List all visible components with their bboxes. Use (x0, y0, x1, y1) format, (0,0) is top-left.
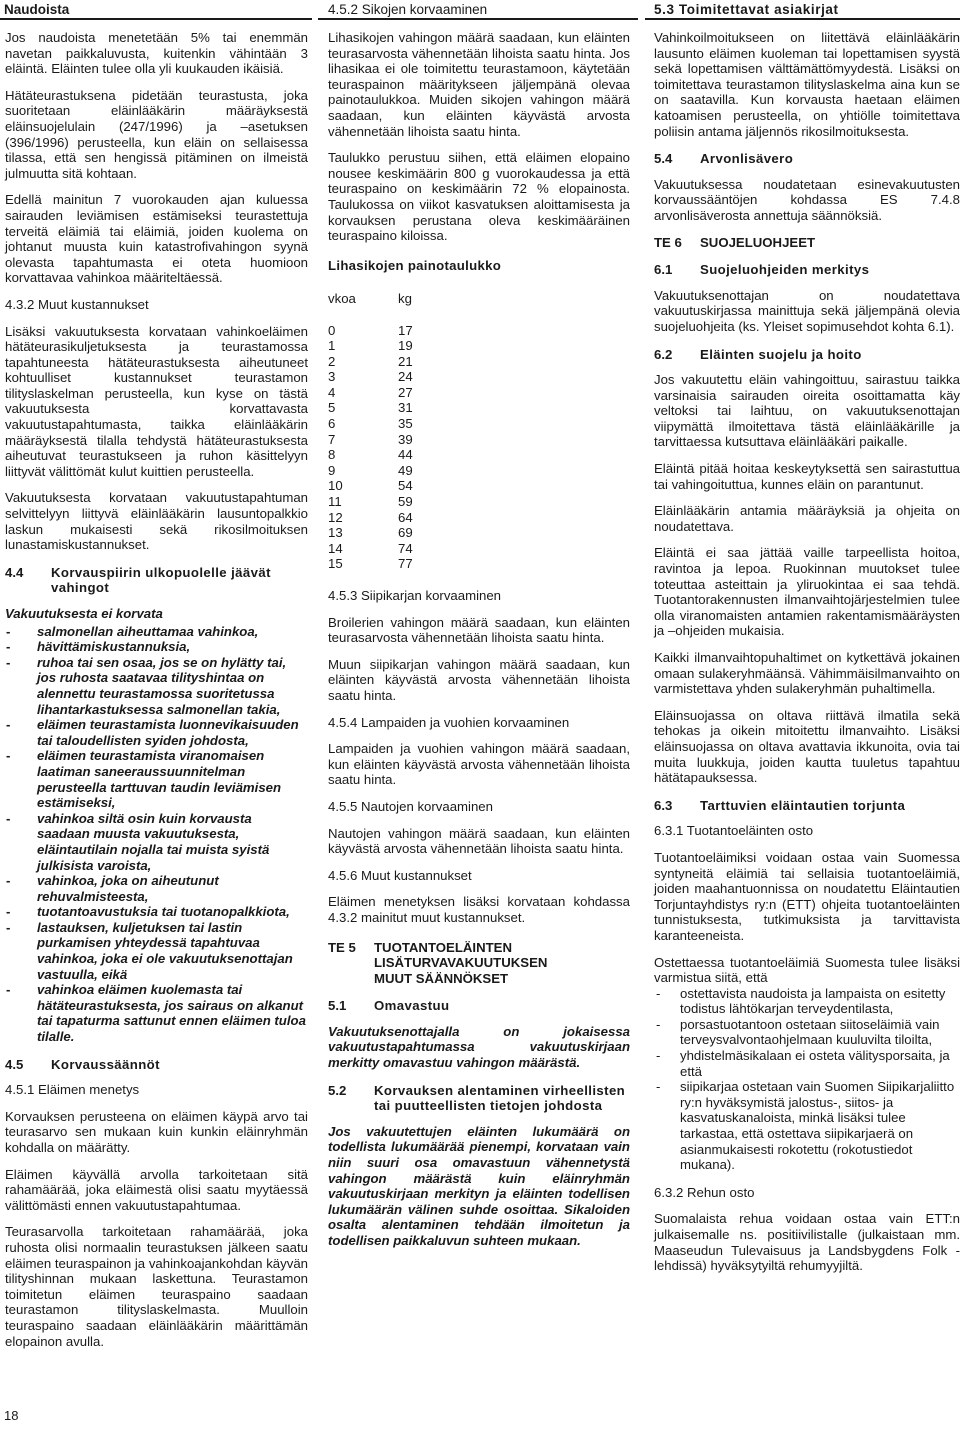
cell-kg: 39 (398, 431, 413, 447)
table-title: Lihasikojen painotaulukko (328, 257, 502, 273)
chapter-number: TE 5 (328, 939, 356, 955)
paragraph: Eläintä pitää hoitaa keskeytyksettä sen sairastuttua tai vahingoituttua, kunnes eläin on parantunut. (654, 461, 960, 492)
cell-weeks: 12 (328, 509, 343, 525)
paragraph: Broilerien vahingon määrä saadaan, kun eläinten teurasarvosta vähennetään lihoista saatu hinta. (328, 614, 630, 646)
table-row (328, 354, 413, 370)
list-item: - porsastuotantoon ostetaan siitoseläimiä vain terveysvalvontaohjelmaan kuuluvilta tiloilta, (654, 1017, 960, 1048)
table-row (328, 323, 413, 339)
table-row (328, 400, 413, 416)
paragraph: Vakuutuksenottajan on noudatettava vakuutuskirjassa mainittuja sekä jäljempänä olevia suojeluohjeita (ks. Yleiset sopimusehdot kohta 6.1). (654, 287, 960, 334)
paragraph: Vakuutuksenottajalla on jokaisessa vakuutustapahtumassa vakuutuskirjaan merkitty omavastuu vahingon määrästä. (328, 1023, 630, 1071)
cell-kg: 17 (398, 322, 413, 338)
column-left (0, 0, 312, 1360)
section-number: 5.1 (328, 998, 347, 1014)
cell-weeks: 11 (328, 494, 342, 510)
cell-weeks: 3 (328, 369, 336, 385)
list-item: - vahinkoa, joka on aiheutunut rehuvalmisteesta, (5, 873, 308, 904)
list-item: - ruhoa tai sen osaa, jos se on hylätty tai, jos ruhosta saatavaa tilityshintaa on alennettu teurastamossa suoritetussa lihantarkastuksessa salmonellan takia, (5, 655, 308, 717)
paragraph: Lisäksi vakuutuksesta korvataan vahinkoeläimen hätäteurasikuljetuksesta ja teurastamossa tapahtuneesta hätäteurastuksesta aiheutuneet kohtuulliset kustannukset teurastamon tilityslaskelman perusteella, kun kyse on tästä vakuutuksesta korvattavasta vakuutustapahtumasta, taikka eläinlääkärin määräyksestä tilalla tehdystä hätäteurastuksesta aiheutuvat teurastukseen ja ruhon käsittelyyn liittyvät välittömät kulut kuittien perusteella. (5, 323, 308, 479)
list-item: - vahinkoa eläimen kuolemasta tai hätäteurastuksesta, jos sairaus on alkanut tai tapaturma sattunut ennen eläimen tuloa tilalle. (5, 982, 308, 1044)
table-row (328, 525, 413, 541)
section-title: Korvauspiirin ulkopuolelle jäävät vahingot (51, 564, 271, 596)
cell-weeks: 7 (328, 431, 336, 447)
table-row (328, 432, 413, 448)
list-item: - yhdistelmäsikalaan ei osteta välitysporsaita, ja että (654, 1048, 960, 1079)
cell-kg: 69 (398, 525, 413, 541)
cell-weeks: 2 (328, 353, 336, 369)
column-header: Naudoista (4, 2, 70, 17)
column-body (645, 30, 960, 1274)
cell-kg: 35 (398, 416, 413, 432)
section-heading (654, 151, 960, 167)
list-item: - salmonellan aiheuttamaa vahinkoa, (5, 624, 308, 640)
section-number: 5.4 (654, 151, 673, 167)
cell-kg: 49 (398, 462, 413, 478)
weight-table (328, 291, 413, 572)
paragraph: Jos naudoista menetetään 5% tai enemmän navetan paikkaluvusta, kuitenkin vähintään 3 eläintä. Eläinten tulee olla yli kuukauden ikäisiä. (5, 30, 308, 77)
section-heading (654, 262, 960, 278)
cell-weeks: 4 (328, 384, 336, 400)
paragraph: Lampaiden ja vuohien vahingon määrä saadaan, kun eläinten käyvästä arvosta vähennetään lihoista saatu hinta. (328, 741, 630, 788)
table-row (328, 447, 413, 463)
chapter-heading (328, 940, 630, 987)
subsection-heading: 6.3.2 Rehun osto (654, 1184, 755, 1200)
chapter-title: TUOTANTOELÄINTEN LISÄTURVAVAKUUTUKSEN MUUT SÄÄNNÖKSET (374, 939, 548, 986)
list-item: - eläimen teurastamista luonnevikaisuuden tai taloudellisten syiden johdosta, (5, 717, 308, 748)
paragraph: Vahinkoilmoitukseen on liitettävä eläinlääkärin lausunto eläimen kuoleman tai lopettamisen syystä sekä lopettamisen välttämättömyydestä. Lisäksi on toimitettava teurastamon tilityslaskelma aina kun se on saatavilla. Kun korvausta haetaan eläimen katoamisen perusteella, on yhtiölle toimitettava poliisin antama jäljennös rikosilmoituksesta. (654, 30, 960, 139)
table-header-row (328, 291, 413, 307)
subsection-heading: 4.5.3 Siipikarjan korvaaminen (328, 588, 501, 603)
column-right (645, 0, 960, 1285)
section-title: Korvaussäännöt (51, 1056, 160, 1072)
cell-weeks: 15 (328, 556, 343, 572)
paragraph: Teurasarvolla tarkoitetaan rahamäärää, joka ruhosta olisi normaalin teurastuksen jälkeen saatu eläimen teuraspainon ja vahinkoajankohdan käyvän tilityshinnan mukaan laskettuna. Teurastamon toimitetun eläimen teuraspaino saadaan teurastamon tilityslaskelmasta. Muulloin teuraspaino saadaan eläinlääkärin määrittämän elopainon avulla. (5, 1224, 308, 1349)
section-title: Arvonlisävero (700, 151, 794, 167)
section-heading (654, 347, 960, 363)
subsection-heading: 4.5.5 Nautojen korvaaminen (328, 798, 493, 814)
column-body (318, 30, 638, 1249)
cell-kg: 27 (398, 384, 413, 400)
paragraph: Jos vakuutettu eläin vahingoittuu, sairastuu taikka varsinaisia sairauden oireita osoittamatta käy veltoksi tai laihtuu, on vakuutuksenottajan viipymättä ilmoitettava tästä eläinlääkärille ja tarvittaessa kutsuttava eläinlääkäri paikalle. (654, 372, 960, 450)
table-row (328, 478, 413, 494)
section-number: 6.3 (654, 797, 673, 813)
exclusions-intro: Vakuutuksesta ei korvata (5, 606, 163, 621)
chapter-title: SUOJELUOHJEET (700, 234, 816, 250)
subsection-heading: 4.5.6 Muut kustannukset (328, 867, 472, 883)
cell-weeks: 14 (328, 540, 343, 556)
list-item: - eläimen teurastamista viranomaisen laatiman saneeraussuunnitelman perusteella tarttuvan taudin leviämisen estämiseksi, (5, 748, 308, 810)
section-number: 4.5 (5, 1056, 24, 1072)
section-heading (328, 998, 630, 1014)
section-title: Omavastuu (374, 998, 450, 1014)
paragraph: Suomalaista rehua voidaan ostaa vain ETT:n julkaisemalle ns. positiivilistalle (julkaistaan mm. Maaseudun Tulevaisuus ja Landsbygdens Folk -lehdissä) hyväksytyiltä rehumyyjiltä. (654, 1211, 960, 1274)
cell-kg: 64 (398, 509, 413, 525)
purchase-requirements-list (654, 986, 960, 1173)
section-title: Korvauksen alentaminen virheellisten tai puutteellisten tietojen johdosta (374, 1082, 626, 1114)
column-middle (318, 0, 638, 1260)
section-number: 4.4 (5, 564, 24, 580)
section-number: 5.2 (328, 1082, 347, 1098)
list-item: - siipikarjaa ostetaan vain Suomen Siipikarjaliitto ry:n hyväksymistä jalostus-, siitos- ja kasvatuskanaloista, minkä lisäksi tulee tarkastaa, että ostettava siipikarjaerä on asianmukaisesti rokotettu (rokotustiedot mukana). (654, 1079, 960, 1173)
exclusions-list (5, 624, 308, 1045)
list-item: - lastauksen, kuljetuksen tai lastin purkamisen yhteydessä tapahtuvaa vahinkoa, joka ei ole vakuutuksenottajan vastuulla, eikä (5, 920, 308, 982)
paragraph: Muun siipikarjan vahingon määrä saadaan, kun eläinten käyvästä arvosta vähennetään lihoista saatu hinta. (328, 656, 630, 703)
cell-weeks: 0 (328, 322, 336, 338)
section-title: Tarttuvien eläintautien torjunta (700, 797, 906, 813)
subsection-heading: 4.5.4 Lampaiden ja vuohien korvaaminen (328, 714, 570, 730)
column-header: 5.3 Toimitettavat asiakirjat (654, 2, 839, 17)
table-row (328, 369, 413, 385)
cell-kg: 31 (398, 400, 413, 416)
table-row (328, 494, 413, 510)
paragraph: Eläintä ei saa jättää vaille tarpeellista hoitoa, ravintoa ja lepoa. Ruokinnan muutokset tulee toteuttaa asteittain ja yliruokintaa ei saa tehdä. Tuotantorakennusten ilmanvaihtojärjestelmien tulee olla viranomaisten antamien rakentamismääräysten ja –ohjeiden mukaisia. (654, 545, 960, 639)
cell-kg: 77 (398, 556, 413, 572)
cell-kg: 21 (398, 353, 413, 369)
subsection-heading: 6.3.1 Tuotantoeläinten osto (654, 823, 814, 839)
list-item: - hävittämiskustannuksia, (5, 639, 308, 655)
cell-kg: 74 (398, 540, 413, 556)
paragraph: Eläinsuojassa on oltava riittävä ilmatila sekä tehokas ja oikein mitoitettu ilmanvaihto. Lisäksi eläinsuojassa on oltava avattavia ikkunoita, ovia tai muita luukkuja, joiden kautta tuuletus tapahtuu hätätapauksessa. (654, 707, 960, 786)
cell-weeks: 10 (328, 478, 343, 494)
cell-weeks: 8 (328, 447, 336, 463)
table-row (328, 416, 413, 432)
table-row (328, 541, 413, 557)
table-body (328, 323, 413, 573)
column-header-bar (0, 0, 312, 20)
paragraph: Edellä mainitun 7 vuorokauden ajan kuluessa sairauden leviämisen estämiseksi teurastettuja terveitä eläimiä tai eläimiä, joiden kuolema on johtanut muusta kuin katastrofivahingon syynä olevasta tapahtumasta ei oteta huomioon korvattavaa vahinkoa määriteltäessä. (5, 192, 308, 286)
paragraph: Kaikki ilmanvaihtopuhaltimet on kytkettävä jokainen omaan sulakeryhmäänsä. Vähimmäisilmanvaihto on varmistettava yhden sulakeryhmän puhaltimella. (654, 650, 960, 697)
cell-kg: 54 (398, 478, 413, 494)
section-heading (654, 798, 960, 814)
section-number: 6.1 (654, 262, 673, 278)
paragraph: Korvauksen perusteena on eläimen käypä arvo tai teurasarvo sen mukaan kuin kunkin eläinryhmän kohdalla on määrätty. (5, 1108, 308, 1155)
column-header-kg: kg (398, 291, 412, 307)
cell-weeks: 1 (328, 338, 336, 354)
paragraph: Vakuutuksessa noudatetaan esinevakuutusten korvaussääntöjen kohdassa ES 7.4.8 arvonlisäverosta annettuja säännöksiä. (654, 176, 960, 223)
paragraph: Eläimen käyvällä arvolla tarkoitetaan sitä rahamäärää, joka eläimestä olisi saatu myytäessä välittömästi ennen vakuutustapahtumaa. (5, 1166, 308, 1213)
cell-weeks: 6 (328, 416, 336, 432)
paragraph: Eläinlääkärin antamia määräyksiä ja ohjeita on noudatettava. (654, 503, 960, 534)
paragraph: Hätäteurastuksena pidetään teurastusta, joka suoritetaan eläinlääkärin määräyksestä eläinsuojelulain (247/1996) ja –asetuksen (396/1996) perusteella, kun eläin on sellaisessa tilassa, että sen hengissä pitäminen on ilmeistä julmuutta sitä kohtaan. (5, 87, 308, 181)
column-header-weeks: vkoa (328, 291, 356, 307)
cell-kg: 24 (398, 369, 413, 385)
paragraph: Ostettaessa tuotantoeläimiä Suomesta tulee lisäksi varmistua siitä, että (654, 954, 960, 986)
list-item: - vahinkoa siltä osin kuin korvausta saadaan muusta vakuutuksesta, eläintautilain nojalla tai muista syistä julkisista varoista, (5, 811, 308, 873)
table-row (328, 510, 413, 526)
cell-weeks: 13 (328, 525, 343, 541)
section-title: Eläinten suojelu ja hoito (700, 346, 862, 362)
paragraph: Nautojen vahingon määrä saadaan, kun eläinten käyvästä arvosta vähennetään lihoista saatu hinta. (328, 825, 630, 857)
column-header: 4.5.2 Sikojen korvaaminen (328, 2, 488, 17)
column-body (0, 30, 312, 1349)
cell-weeks: 5 (328, 400, 336, 416)
cell-kg: 19 (398, 338, 413, 354)
list-item: - tuotantoavustuksia tai tuotanopalkkiota, (5, 904, 308, 920)
paragraph: Eläimen menetyksen lisäksi korvataan kohdassa 4.3.2 mainitut muut kustannukset. (328, 894, 630, 925)
paragraph: Vakuutuksesta korvataan vakuutustapahtuman selvittelyyn liittyvä eläinlääkärin lausuntopalkkio laskun mukaisesti sekä rikosilmoituksen lunastamiskustannukset. (5, 490, 308, 553)
paragraph: Jos vakuutettujen eläinten lukumäärä on todellista lukumäärää pienempi, korvataan vain niin suuri osa omavastuun vähennetystä vahingon määrästä kuin eläinryhmän vakuutuskirjaan merkityn ja eläinten todellisen lukumäärän välinen suhde osoittaa. Sikaloiden osalta alentaminen tehdään ilmoitetun ja todellisen paikkaluvun suhteen mukaan. (328, 1123, 630, 1248)
cell-weeks: 9 (328, 462, 336, 478)
page-number: 18 (4, 1408, 19, 1423)
paragraph: Tuotantoeläimiksi voidaan ostaa vain Suomessa syntyneitä eläimiä tai sellaisia tuotantoeläimiä, joiden maahantuonnissa on noudatettu Eläintautien Torjuntayhdistys ry:n (ETT) ohjeita tuotantoeläinten tunnistuksesta, tutkimuksista ja tarvittavista karanteeneista. (654, 849, 960, 943)
section-heading (5, 565, 308, 596)
cell-kg: 59 (398, 494, 413, 510)
chapter-heading (654, 235, 960, 251)
column-header-bar (318, 0, 638, 20)
subsection-heading: 4.5.1 Eläimen menetys (5, 1082, 140, 1098)
table-row (328, 463, 413, 479)
table-row (328, 556, 413, 572)
table-row (328, 385, 413, 401)
paragraph: Lihasikojen vahingon määrä saadaan, kun eläinten teurasarvosta vähennetään lihoista saatu hinta. Jos lihasikaa ei ole toimitettu teurastamoon, käytetään teuraspainon määritykseen jäljempänä olevaa painotaulukkoa. Muiden sikojen vahingon määrä saadaan, kun eläinten käyvästä arvosta vähennetään lihoista saatu hinta. (328, 30, 630, 139)
section-heading (5, 1057, 308, 1073)
chapter-number: TE 6 (654, 234, 682, 250)
section-heading (328, 1083, 630, 1114)
table-row (328, 338, 413, 354)
subsection-heading: 4.3.2 Muut kustannukset (5, 296, 149, 312)
list-item: - ostettavista naudoista ja lampaista on esitetty todistus lähtökarjan terveydentilasta, (654, 986, 960, 1017)
section-number: 6.2 (654, 346, 673, 362)
section-title: Suojeluohjeiden merkitys (700, 262, 870, 278)
paragraph: Taulukko perustuu siihen, että eläimen elopaino nousee keskimäärin 800 g vuorokaudessa ja että teuraspaino on keskimäärin 72 % elopainosta. Taulukossa on viikot kasvatuksen aloittamisesta ja korvauksen perustana oleva keskimääräinen teuraspaino kiloissa. (328, 150, 630, 244)
cell-kg: 44 (398, 447, 413, 463)
column-header-bar (645, 0, 960, 20)
